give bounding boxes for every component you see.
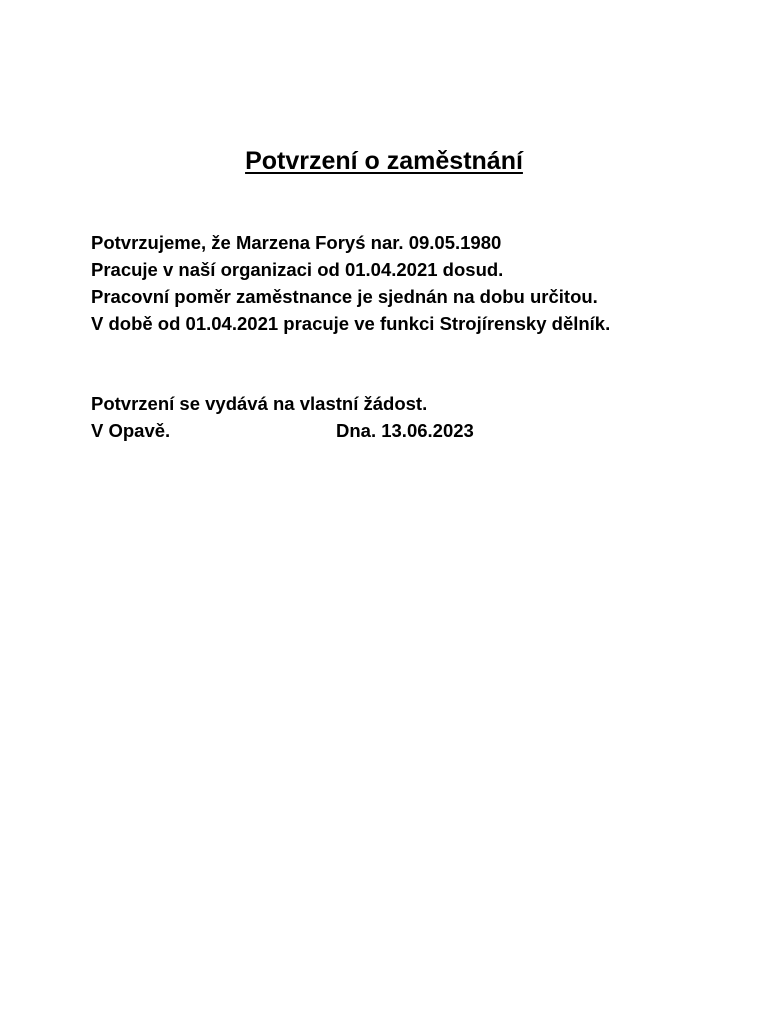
closing-paragraph [91, 390, 751, 444]
text-line-contract-type: Pracovní poměr zaměstnance je sjednán na dobu určitou. [91, 286, 598, 307]
document-title [0, 143, 768, 179]
place-text: V Opavě. [91, 420, 171, 441]
text-line-employment-start: Pracuje v naší organizaci od 01.04.2021 dosud. [91, 259, 504, 280]
date-text: Dna. 13.06.2023 [336, 420, 474, 441]
text-line-employee: Potvrzujeme, že Marzena Foryś nar. 09.05.1980 [91, 232, 502, 253]
place-date-row [91, 417, 751, 444]
text-line-position: V době od 01.04.2021 pracuje ve funkci Strojírensky dělník. [91, 313, 611, 334]
document-title-text: Potvrzení o zaměstnání [245, 147, 523, 175]
text-line-purpose: Potvrzení se vydává na vlastní žádost. [91, 393, 428, 414]
confirmation-paragraph [91, 229, 751, 337]
